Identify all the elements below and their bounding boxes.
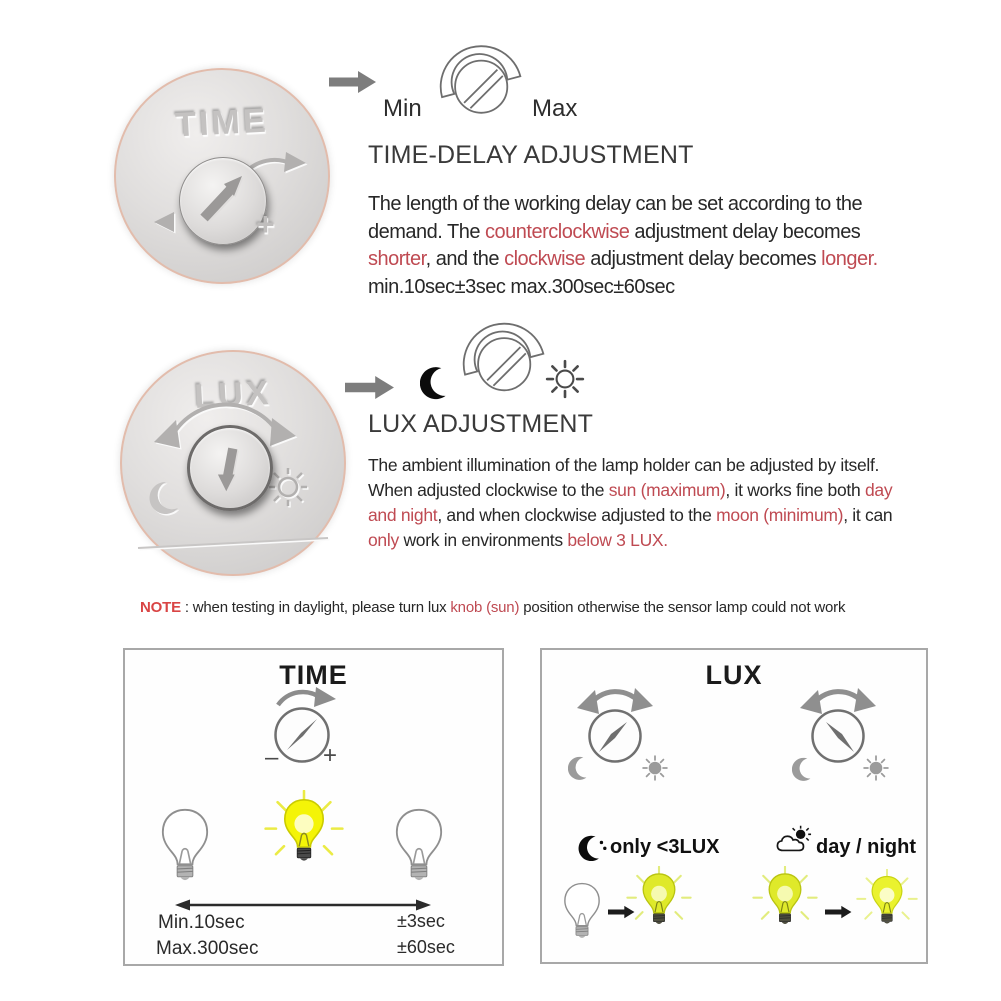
time-knob-plus-mark: + [256, 206, 275, 242]
text-segment: sun (maximum) [608, 480, 726, 500]
text-segment: below 3 LUX. [567, 530, 668, 550]
lux-heading: LUX ADJUSTMENT [368, 410, 594, 438]
minus-icon: – [265, 744, 279, 771]
plus-icon: + [323, 742, 338, 769]
text-segment: The ambient illumination of the lamp holder can be adjusted by itself. [368, 455, 880, 475]
time-knob-embossed-label: TIME [174, 101, 270, 145]
time-diagram-box [123, 648, 504, 966]
text-segment: knob (sun) [450, 599, 520, 616]
bulb-on-icon [626, 866, 692, 953]
text-segment: counterclockwise [485, 220, 630, 243]
moon-icon [568, 755, 591, 780]
lux-box-title: LUX [705, 660, 763, 690]
max-label: Max [532, 95, 578, 122]
paragraph-line [368, 191, 878, 219]
text-segment: , and the [425, 248, 505, 270]
moon-stars-icon [578, 834, 608, 861]
text-segment: , it can [843, 505, 893, 525]
bulb-off-icon [562, 882, 602, 948]
time-box-title: TIME [279, 660, 348, 690]
time-knob-pointer-slot [180, 158, 266, 244]
moon-icon [792, 756, 815, 781]
lux-knob-photo [120, 350, 346, 576]
lux-knob-embossed-label: LUX [193, 374, 273, 416]
text-segment: and night [368, 505, 438, 525]
text-segment: moon (minimum) [716, 505, 844, 525]
min-seconds-label: Min.10sec [158, 912, 245, 933]
lux-paragraph [368, 453, 892, 553]
moon-icon [420, 363, 452, 401]
text-segment: shorter [368, 248, 426, 270]
text-segment: NOTE [140, 599, 181, 616]
text-segment: adjustment delay becomes [629, 220, 861, 243]
text-segment: day [864, 480, 893, 500]
paragraph-line [368, 274, 878, 302]
double-arrow-icon [173, 898, 433, 912]
cloud-sun-icon [776, 824, 812, 856]
text-segment: position otherwise the sensor lamp could not work [519, 599, 846, 616]
text-segment: , and when clockwise adjusted to the [437, 505, 717, 525]
paragraph-line [368, 528, 892, 553]
text-segment: longer. [821, 248, 878, 270]
lux-knob [187, 425, 273, 511]
time-knob [179, 157, 267, 245]
paragraph-line [368, 503, 892, 528]
lux-knob-pointer-slot [190, 428, 270, 508]
only-lux-caption: only <3LUX [610, 836, 720, 858]
text-segment: only [368, 530, 399, 550]
right-arrow-icon [328, 70, 378, 94]
sun-icon [544, 358, 586, 400]
min-label: Min [383, 95, 422, 122]
text-segment: demand. The [368, 220, 486, 243]
arrow-right-icon [825, 905, 852, 919]
bulb-on-icon [752, 866, 818, 953]
text-segment: clockwise [504, 248, 586, 270]
note-line [140, 599, 845, 616]
tolerance-max-label: ±60sec [397, 937, 455, 957]
time-delay-paragraph [368, 191, 878, 301]
text-segment: , it works fine both [725, 480, 865, 500]
time-delay-heading: TIME-DELAY ADJUSTMENT [368, 141, 694, 169]
lux-dial-icon [461, 315, 551, 399]
paragraph-line [368, 219, 878, 247]
text-segment: The length of the working delay can be set according to the [368, 193, 863, 215]
text-segment: adjustment delay becomes [585, 248, 822, 270]
right-arrow-icon [342, 375, 398, 400]
text-segment: work in environments [398, 530, 568, 550]
sun-icon [641, 754, 669, 782]
bulb-on-icon [264, 790, 344, 896]
time-dial-icon [438, 38, 528, 121]
text-segment: : when testing in daylight, please turn lux [180, 599, 451, 616]
bulb-off-icon [159, 808, 211, 893]
day-night-caption: day / night [816, 836, 916, 858]
paragraph-line [368, 478, 892, 503]
max-seconds-label: Max.300sec [156, 938, 259, 959]
text-segment: When adjusted clockwise to the [368, 480, 609, 500]
text-segment: min.10sec±3sec max.300sec±60sec [368, 275, 675, 298]
paragraph-line [368, 453, 892, 478]
lux-diagram-box [540, 648, 928, 964]
bulb-off-icon [393, 808, 445, 893]
sun-icon [862, 754, 890, 782]
tolerance-min-label: ±3sec [397, 911, 445, 931]
paragraph-line [368, 246, 878, 274]
time-knob-photo [114, 68, 330, 284]
bulb-on-icon [856, 869, 918, 951]
